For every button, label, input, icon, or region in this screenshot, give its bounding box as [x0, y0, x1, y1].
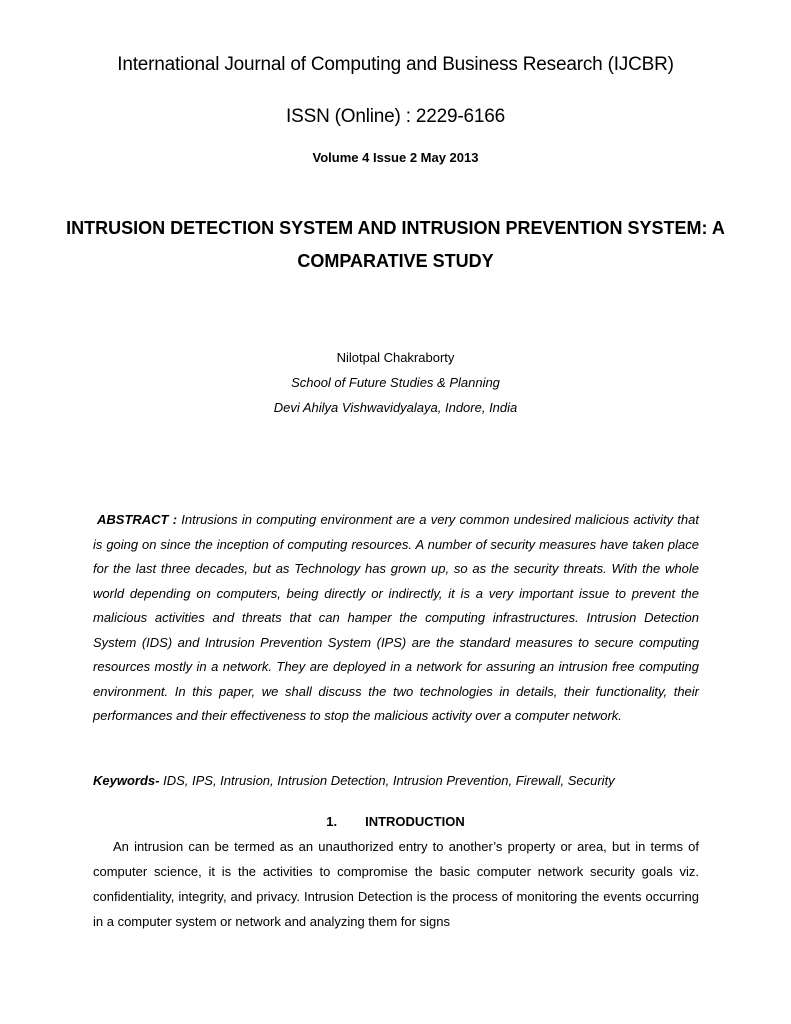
- issn-line: ISSN (Online) : 2229-6166: [286, 106, 505, 127]
- keywords-label: Keywords-: [93, 773, 160, 788]
- paper-title: INTRUSION DETECTION SYSTEM AND INTRUSION PREVENTION SYSTEM: A COMPARATIVE STUDY: [66, 218, 725, 271]
- volume-issue: Volume 4 Issue 2 May 2013: [312, 150, 479, 165]
- author-university: Devi Ahilya Vishwavidyalaya, Indore, India: [273, 400, 518, 415]
- keywords-text: IDS, IPS, Intrusion, Intrusion Detection, Intrusion Prevention, Firewall, Security: [163, 773, 615, 788]
- author-block: [0, 345, 791, 420]
- author-name: Nilotpal Chakraborty: [336, 350, 455, 365]
- section-heading-introduction: [0, 814, 791, 829]
- section-title: INTRODUCTION: [365, 814, 465, 829]
- abstract: [93, 508, 699, 729]
- abstract-text: Intrusions in computing environment are a very common undesired malicious activity that is going on since the inception of computing resources. A number of security measures have taken place for the last three decades, but as Technology has grown up, so as the security threats. With the whole world depending on computers, being directly or indirectly, it is a very important issue to prevent the malicious activities and threats that can hamper the computing infrastructures. Intrusion Detection System (IDS) and Intrusion Prevention System (IPS) are the standard measures to secure computing resources mostly in a network. They are deployed in a network for assuring an intrusion free computing environment. In this paper, we shall discuss the two technologies in details, their functionality, their performances and their effectiveness to stop the malicious activity over a computer network.: [93, 512, 699, 723]
- abstract-label: ABSTRACT :: [97, 512, 178, 527]
- section-number: 1.: [326, 814, 338, 829]
- journal-title: International Journal of Computing and Business Research (IJCBR): [117, 54, 674, 75]
- introduction-paragraph: An intrusion can be termed as an unauthorized entry to another’s property or area, but in terms of computer science, it is the activities to compromise the basic computer network security goals viz. confidentiality, integrity, and privacy. Intrusion Detection is the process of monitoring the events occurring in a computer system or network and analyzing them for signs: [93, 839, 699, 929]
- keywords: [93, 773, 699, 788]
- author-school: School of Future Studies & Planning: [291, 375, 500, 390]
